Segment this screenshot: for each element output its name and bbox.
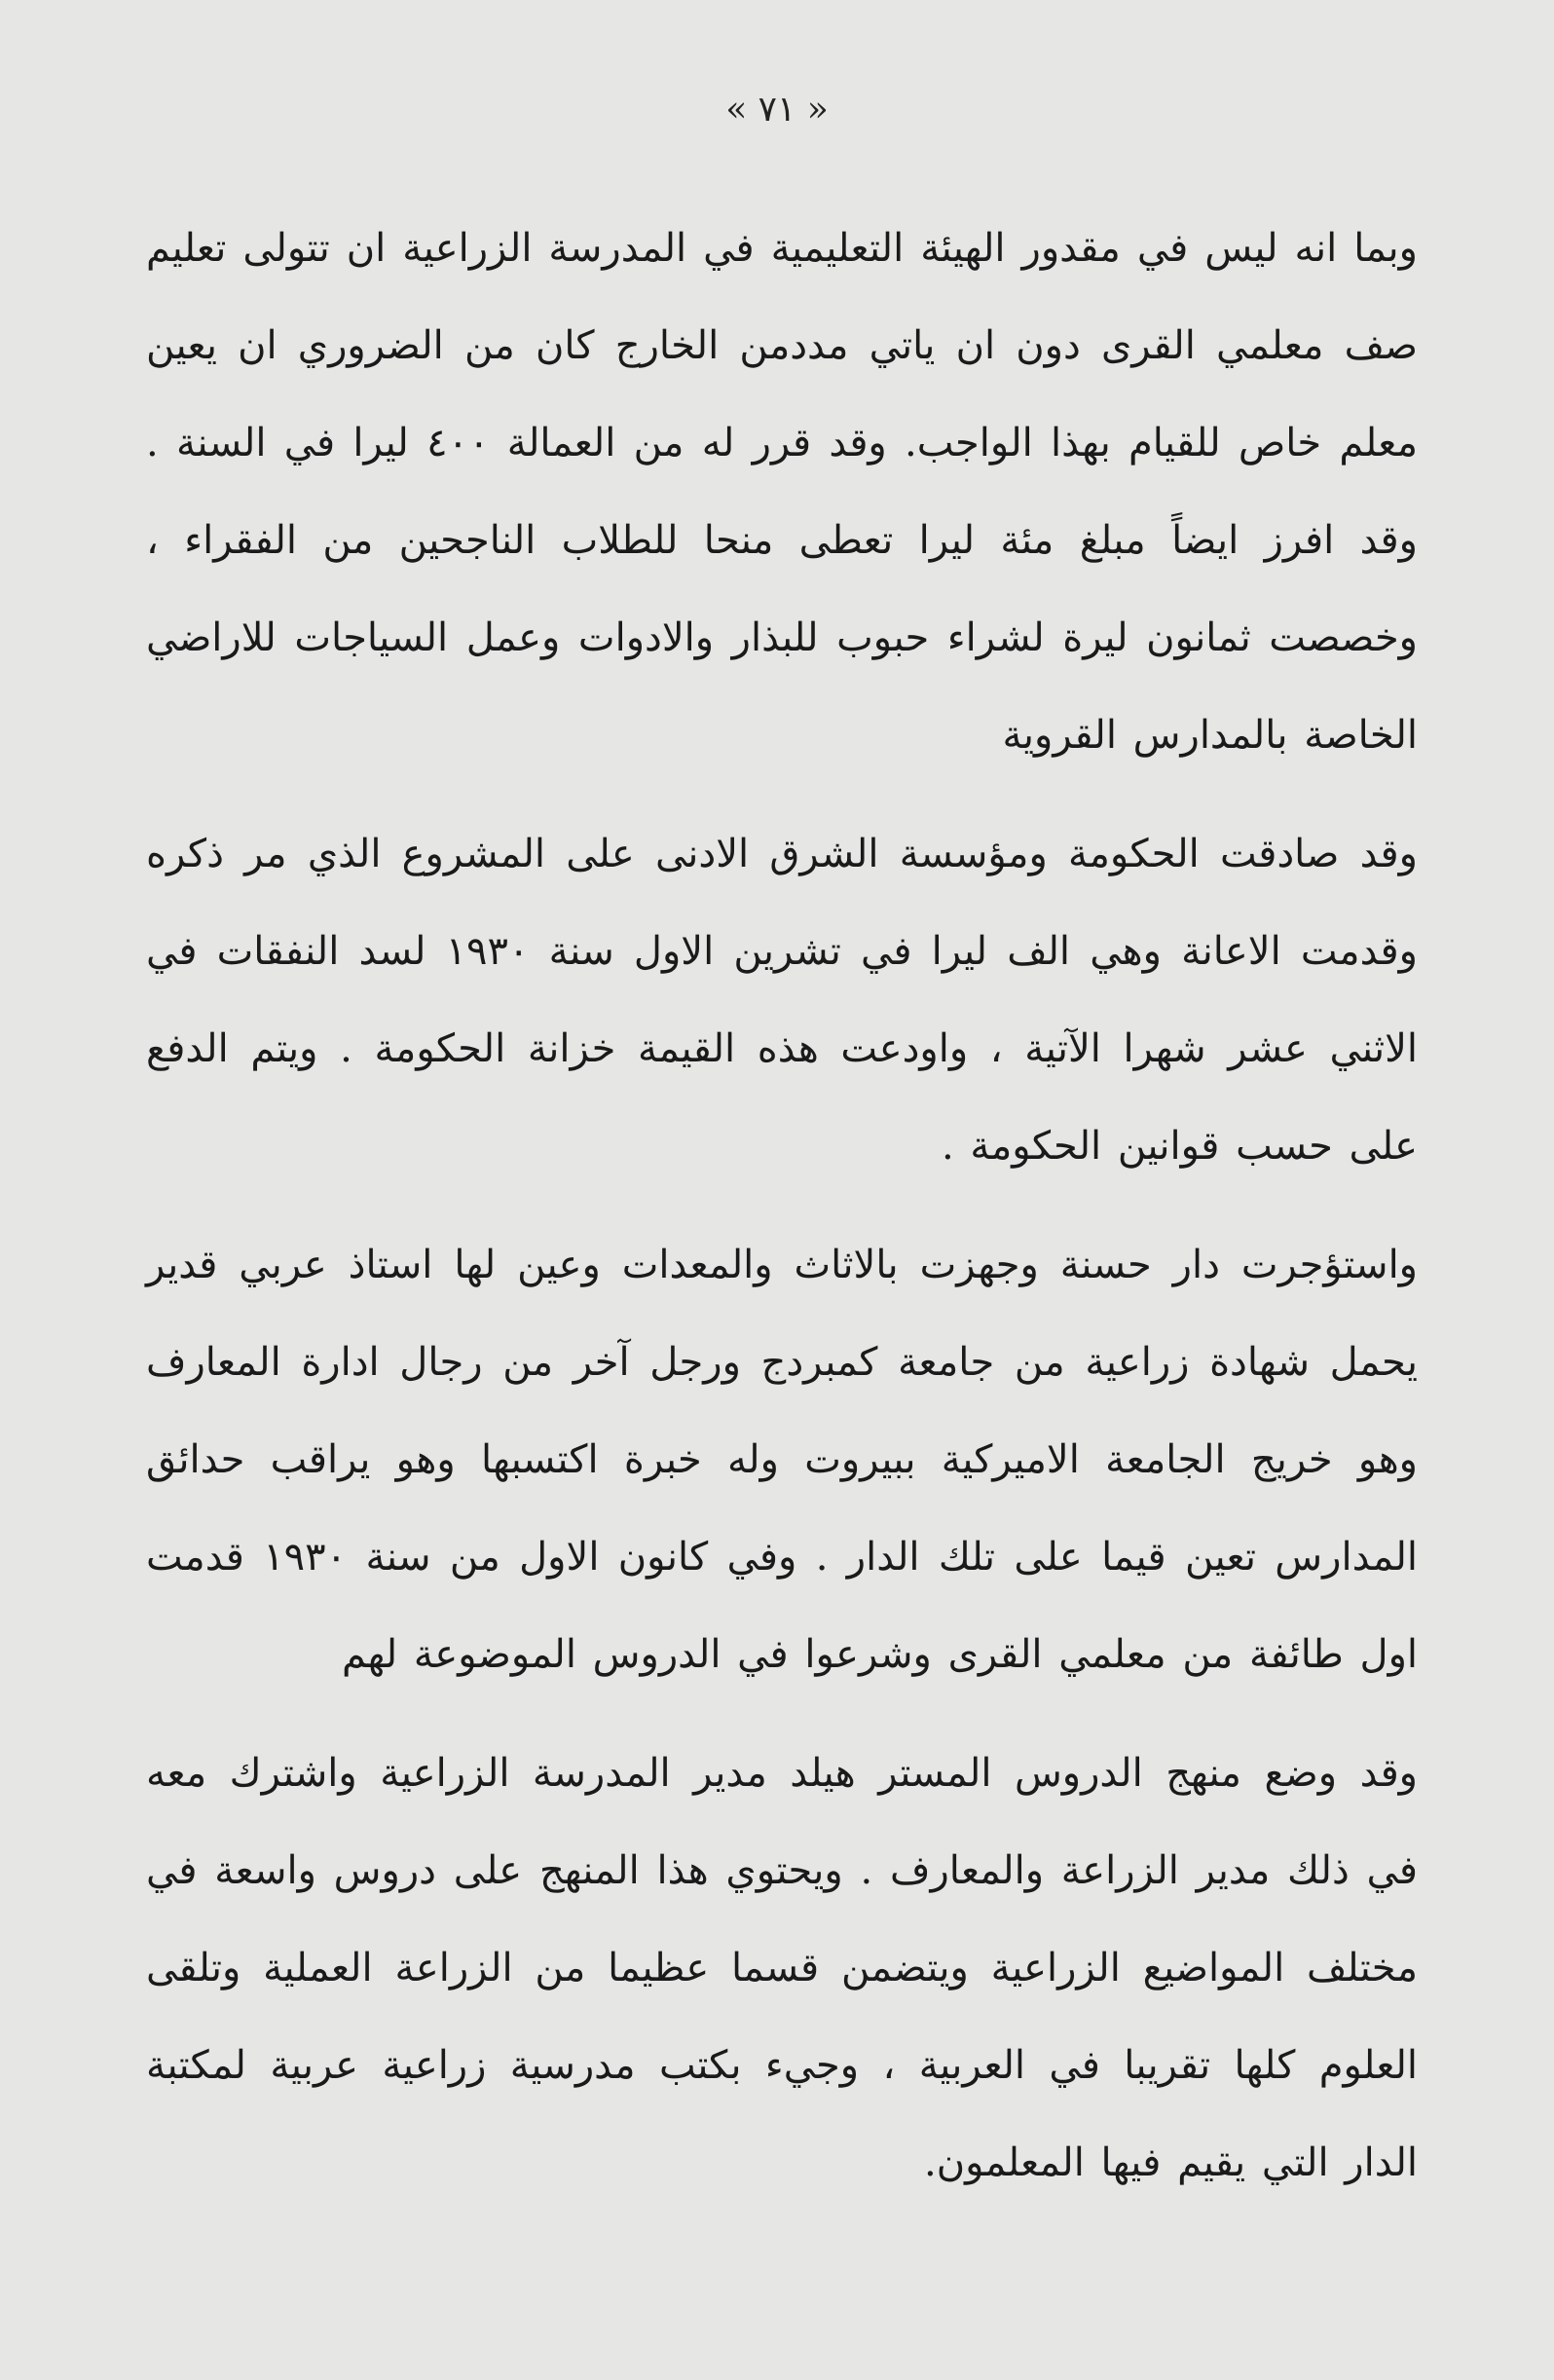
page-body	[146, 200, 1418, 2233]
paragraph-4: وقد وضع منهج الدروس المستر هيلد مدير المدرسة الزراعية واشترك معه في ذلك مدير الزراعة والمعارف . ويحتوي هذا المنهج على دروس واسعة في مختلف المواضيع الزراعية ويتضمن قسما عظيما من الزراعة العملية وتلقى العلوم كلها تقريبا في العربية ، وجيء بكتب مدرسية زراعية عربية لمكتبة الدار التي يقيم فيها المعلمون.	[146, 1751, 1418, 2185]
page-number: « ٧١ »	[725, 90, 829, 130]
paragraph-3: واستؤجرت دار حسنة وجهزت بالاثاث والمعدات وعين لها استاذ عربي قدير يحمل شهادة زراعية من جامعة كمبردج ورجل آخر من رجال ادارة المعارف وهو خريج الجامعة الاميركية ببيروت وله خبرة اكتسبها وهو يراقب حدائق المدارس تعين قيما على تلك الدار . وفي كانون الاول من سنة ١٩٣٠ قدمت اول طائفة من معلمي القرى وشرعوا في الدروس الموضوعة لهم	[146, 1243, 1418, 1677]
paragraph-2: وقد صادقت الحكومة ومؤسسة الشرق الادنى على المشروع الذي مر ذكره وقدمت الاعانة وهي الف ليرا في تشرين الاول سنة ١٩٣٠ لسد النفقات في الاثني عشر شهرا الآتية ، واودعت هذه القيمة خزانة الحكومة . ويتم الدفع على حسب قوانين الحكومة .	[146, 832, 1418, 1169]
paragraph-1: وبما انه ليس في مقدور الهيئة التعليمية في المدرسة الزراعية ان تتولى تعليم صف معلمي القرى دون ان ياتي مددمن الخارج كان من الضروري ان يعين معلم خاص للقيام بهذا الواجب. وقد قرر له من العمالة ٤٠٠ ليرا في السنة . وقد افرز ايضاً مبلغ مئة ليرا تعطى منحا للطلاب الناجحين من الفقراء ، وخصصت ثمانون ليرة لشراء حبوب للبذار والادوات وعمل السياجات للاراضي الخاصة بالمدارس القروية	[146, 226, 1419, 758]
